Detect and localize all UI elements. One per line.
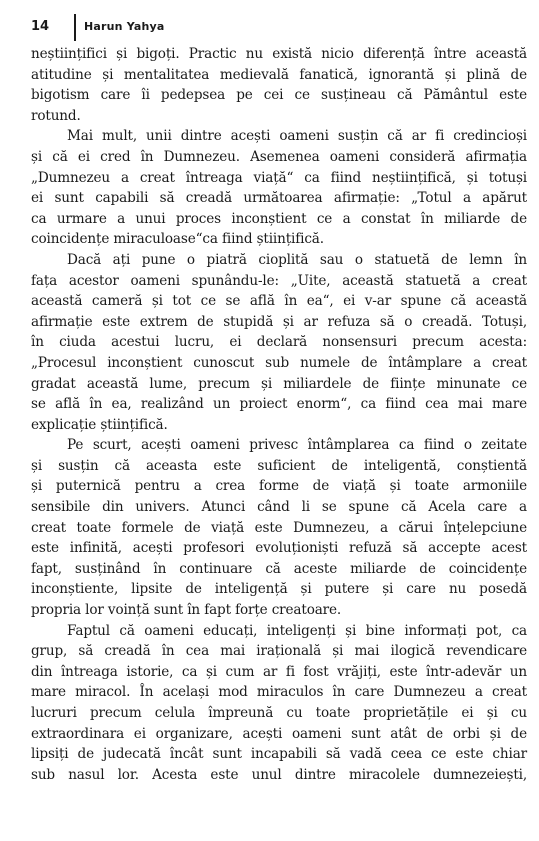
text-line: „Dumnezeu a creat întreaga viață“ ca fiind neștiințifică, și totuși	[31, 169, 527, 186]
body-text	[31, 44, 527, 785]
text-line: extraordinara ei organizare, acești oameni sunt atât de orbi și de	[31, 725, 527, 742]
text-line: atitudine și mentalitatea medievală fanatică, ignorantă și plină de	[31, 66, 527, 83]
text-line: lipsiți de judecată încât sunt incapabili să vadă ceea ce este chiar	[31, 746, 527, 763]
text-line: Mai mult, unii dintre acești oameni susțin că ar fi credincioși	[67, 128, 527, 145]
text-line: rotund.	[31, 107, 81, 124]
header-divider	[74, 14, 76, 41]
text-line: Faptul că oameni educați, inteligenți și bine informați pot, ca	[67, 622, 527, 639]
text-line: gradat această lume, precum și miliardele de ființe minunate ce	[31, 375, 527, 392]
text-line: mare miracol. În același mod miraculos în care Dumnezeu a creat	[31, 684, 527, 701]
text-line: Dacă ați pune o piatră cioplită sau o statuetă de lemn în	[67, 251, 527, 268]
text-line: neștiințifici și bigoți. Practic nu există nicio diferență între această	[31, 46, 527, 62]
text-line: inconștiente, lipsite de inteligență și putere și care nu posedă	[31, 581, 527, 598]
text-line: explicație științifică.	[31, 416, 168, 433]
text-line: fața acestor oameni spunându-le: „Uite, această statuetă a creat	[31, 272, 527, 289]
text-line: din întreaga istorie, ca și cum ar fi fost vrăjiți, este într-adevăr un	[31, 663, 527, 680]
page-number: 14	[31, 19, 50, 34]
text-line: sub nasul lor. Acesta este unul dintre miracolele dumnezeiești,	[31, 766, 527, 783]
text-line: și puternică pentru a crea forme de viață și toate armoniile	[31, 478, 527, 495]
text-line: sensibile din univers. Atunci când li se spune că Acela care a	[31, 499, 527, 516]
running-header	[31, 14, 165, 40]
text-line: este infinită, acești profesori evoluționiști refuză să accepte acest	[31, 540, 527, 557]
text-line: în ciuda acestui lucru, ei declară nonsensuri precum acesta:	[31, 334, 527, 351]
text-line: ei sunt capabili să creadă următoarea afirmație: „Totul a apărut	[31, 190, 527, 207]
text-line: propria lor voință sunt în fapt forțe creatoare.	[31, 602, 342, 619]
text-line: coincidențe miraculoase“ca fiind științifică.	[31, 231, 324, 248]
text-line: afirmație este extrem de stupidă și ar refuza să o creadă. Totuși,	[31, 313, 527, 330]
text-line: creat toate formele de viață este Dumnezeu, a cărui înțelepciune	[31, 519, 527, 536]
text-line: și susțin că aceasta este suficient de inteligentă, conștientă	[31, 457, 527, 474]
text-line: se află în ea, realizând un proiect enorm“, ca fiind cea mai mare	[31, 396, 527, 413]
text-line: și că ei cred în Dumnezeu. Asemenea oameni consideră afirmația	[31, 148, 527, 165]
text-line: Pe scurt, acești oameni privesc întâmplarea ca fiind o zeitate	[67, 437, 527, 454]
text-line: ca urmare a unui proces inconștient ce a constat în miliarde de	[31, 210, 527, 227]
text-line: bigotism care îi pedepsea pe cei ce susțineau că Pământul este	[31, 87, 527, 104]
text-line: grup, să creadă în cea mai irațională și mai ilogică revendicare	[31, 643, 527, 660]
text-line: lucruri precum celula împreună cu toate proprietățile ei și cu	[31, 705, 527, 721]
text-line: „Procesul inconștient cunoscut sub numele de întâmplare a creat	[31, 354, 527, 371]
book-author-title: Harun Yahya	[84, 20, 165, 33]
text-line: fapt, susținând în continuare că aceste miliarde de coincidențe	[31, 560, 527, 577]
text-line: această cameră și tot ce se află în ea“, ei v-ar spune că această	[31, 293, 527, 310]
